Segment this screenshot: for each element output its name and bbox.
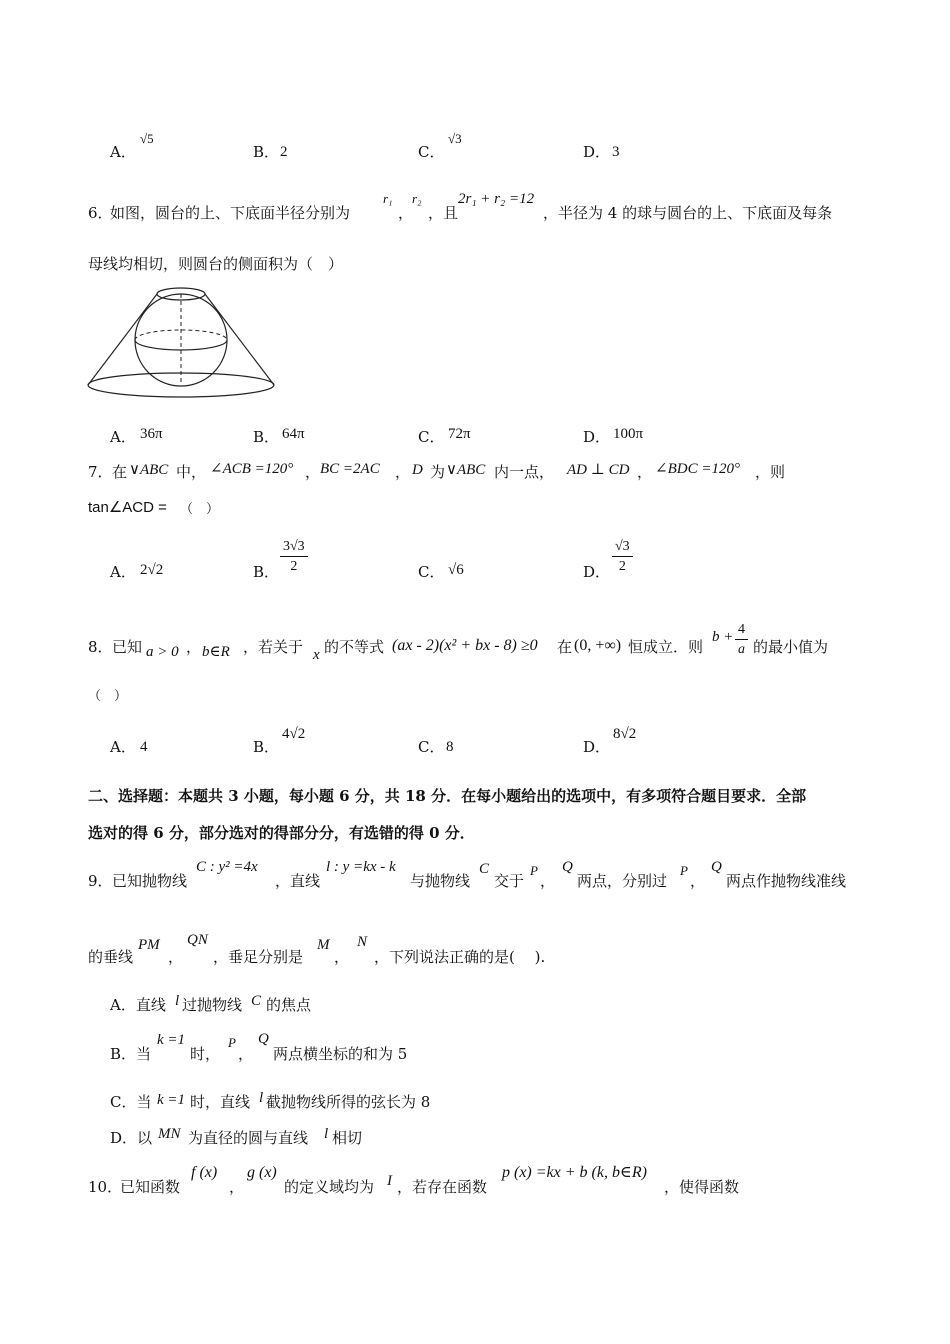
q5-option-c-value: √3 bbox=[448, 131, 462, 146]
q6-option-a-label: A． bbox=[110, 428, 136, 446]
q9-text-7: 的垂线 bbox=[88, 948, 134, 966]
q8-fraction-denominator: a bbox=[738, 642, 745, 657]
q6-option-d-label: D． bbox=[583, 428, 611, 446]
q6-option-d-value: 100π bbox=[613, 426, 644, 442]
q7-triangle-2: ∨ABC bbox=[446, 462, 486, 478]
q7-text-5: ，则 bbox=[755, 463, 786, 481]
q9-c: C bbox=[479, 861, 490, 877]
q8-text-1: 已知 bbox=[112, 638, 143, 656]
q10-number: 10． bbox=[88, 1178, 123, 1196]
q9-comma-4: ， bbox=[334, 948, 350, 966]
q10-g: g (x) bbox=[247, 1164, 277, 1181]
q7-option-b-numerator: 3√3 bbox=[280, 540, 308, 557]
q9-option-b-text: 时， bbox=[190, 1045, 221, 1063]
q10-domain-i: I bbox=[387, 1173, 392, 1189]
q5-option-a-value: √5 bbox=[140, 131, 154, 146]
q7-option-b-label: B． bbox=[253, 563, 280, 581]
q7-comma-1: ， bbox=[305, 463, 321, 481]
q8-text-6: 的最小值为 bbox=[753, 638, 829, 656]
q7-option-d-fraction bbox=[612, 540, 633, 574]
q9-option-d-text-2: 相切 bbox=[332, 1129, 363, 1147]
q9-q: Q bbox=[562, 859, 573, 875]
q9-comma-3: ， bbox=[168, 948, 184, 966]
q7-comma-3: ， bbox=[637, 463, 653, 481]
q9-option-b-q: Q bbox=[258, 1031, 269, 1047]
q7-comma-2: ， bbox=[395, 463, 411, 481]
q9-q-2: Q bbox=[711, 859, 722, 875]
q7-angle-bdc: ∠BDC =120° bbox=[655, 461, 740, 477]
q8-option-d-label: D． bbox=[583, 738, 611, 756]
q8-paren: （ ） bbox=[88, 689, 128, 704]
q9-comma-2: ， bbox=[690, 872, 706, 890]
q10-comma: ， bbox=[229, 1178, 245, 1196]
q8-range: (0, +∞) bbox=[574, 637, 622, 654]
q8-option-b-value: 4√2 bbox=[282, 726, 306, 742]
q8-b-cond: b∈R bbox=[202, 644, 230, 660]
q9-text-5: 两点，分别过 bbox=[577, 872, 668, 890]
q6-text-3: ，半径为 4 的球与圆台的上、下底面及每条 bbox=[543, 204, 833, 222]
q8-fraction-numerator: 4 bbox=[735, 623, 748, 640]
q7-perp: AD ⊥ CD bbox=[567, 462, 630, 478]
q7-angle-acb: ∠ACB =120° bbox=[210, 461, 294, 477]
q9-option-c-text-2: 截抛物线所得的弦长为 8 bbox=[266, 1093, 431, 1111]
q9-option-a-c: C bbox=[251, 993, 262, 1009]
q7-option-b-denominator: 2 bbox=[290, 559, 298, 574]
q8-text-5: 恒成立．则 bbox=[628, 638, 704, 656]
q5-option-d-label: D． bbox=[583, 143, 611, 161]
frustum-sphere-figure bbox=[82, 284, 282, 404]
q7-option-a-value: 2√2 bbox=[140, 562, 164, 578]
q8-text-3: 的不等式 bbox=[324, 638, 385, 656]
q6-option-b-value: 64π bbox=[282, 426, 305, 442]
q10-text-4: ，使得函数 bbox=[664, 1178, 740, 1196]
q9-text-3: 与抛物线 bbox=[410, 872, 471, 890]
q9-option-c-k: k =1 bbox=[157, 1092, 186, 1108]
q7-tan-expr: tan∠ACD = bbox=[88, 499, 167, 516]
q7-option-d-label: D． bbox=[583, 563, 611, 581]
q9-p-2: P bbox=[680, 863, 688, 878]
q10-text-2: 的定义域均为 bbox=[284, 1178, 375, 1196]
q9-option-d-l: l bbox=[324, 1126, 329, 1142]
q9-option-d-mn: MN bbox=[158, 1126, 181, 1142]
q7-option-c-value: √6 bbox=[448, 562, 464, 578]
q8-text-2: ，若关于 bbox=[243, 638, 304, 656]
q9-m: M bbox=[317, 937, 330, 953]
q9-option-b-k: k =1 bbox=[157, 1032, 186, 1048]
q10-text-1: 已知函数 bbox=[120, 1178, 181, 1196]
q6-text-1: 如图，圆台的上、下底面半径分别为 bbox=[110, 204, 351, 222]
q10-p-func: p (x) =kx + b (k, b∈R) bbox=[502, 1164, 647, 1181]
q8-option-a-value: 4 bbox=[140, 739, 148, 755]
q8-option-b-label: B． bbox=[253, 738, 280, 756]
q7-option-c-label: C． bbox=[418, 563, 445, 581]
q7-number: 7． bbox=[88, 463, 113, 481]
q9-option-b-text-2: 两点横坐标的和为 5 bbox=[273, 1045, 408, 1063]
q9-option-d-label: D．以 bbox=[110, 1129, 153, 1147]
q7-text-2: 中， bbox=[176, 463, 207, 481]
q8-expr-b: b + bbox=[712, 629, 734, 645]
q6-option-c-value: 72π bbox=[448, 426, 471, 442]
q8-a-cond: a > 0 bbox=[146, 644, 179, 660]
q5-option-c-label: C． bbox=[418, 143, 445, 161]
q7-paren: （ ） bbox=[180, 502, 220, 517]
q9-comma-1: ， bbox=[540, 872, 556, 890]
q9-option-c-label: C．当 bbox=[110, 1093, 152, 1111]
q9-p: P bbox=[530, 863, 538, 878]
q8-comma: ， bbox=[186, 638, 202, 656]
q6-option-c-label: C． bbox=[418, 428, 445, 446]
q6-text-4: 母线均相切，则圆台的侧面积为（ ） bbox=[88, 255, 344, 273]
q9-text-2: ，直线 bbox=[275, 872, 321, 890]
q9-option-b-comma: ， bbox=[238, 1045, 254, 1063]
q9-option-b-p: P bbox=[228, 1035, 236, 1050]
q9-text-6: 两点作抛物线准线 bbox=[726, 872, 847, 890]
q8-fraction bbox=[735, 623, 748, 657]
q9-qn: QN bbox=[187, 932, 208, 948]
q9-line-eq: l : y =kx - k bbox=[326, 859, 396, 875]
q6-r1: r₁ bbox=[383, 191, 393, 206]
q7-option-d-numerator: √3 bbox=[612, 540, 633, 557]
section-2-line-2: 选对的得 6 分，部分选对的得部分分，有选错的得 0 分． bbox=[88, 824, 475, 842]
q7-triangle: ∨ABC bbox=[129, 462, 169, 478]
q7-text-3: 为 bbox=[430, 463, 446, 481]
q7-text-4: 内一点， bbox=[494, 463, 555, 481]
q9-pm: PM bbox=[138, 937, 160, 953]
q6-number: 6． bbox=[88, 204, 113, 222]
q9-n: N bbox=[357, 934, 368, 950]
q7-option-b-fraction bbox=[280, 540, 308, 574]
q10-f: f (x) bbox=[191, 1164, 218, 1181]
q8-option-d-value: 8√2 bbox=[613, 726, 637, 742]
q6-condition: 2r₁ + r₂ =12 bbox=[458, 191, 535, 207]
q8-x: x bbox=[313, 647, 320, 663]
q5-option-a-label: A． bbox=[110, 143, 136, 161]
q9-option-c-text: 时，直线 bbox=[190, 1093, 251, 1111]
q9-option-a-text-2: 的焦点 bbox=[266, 996, 312, 1014]
q7-point-d: D bbox=[412, 462, 423, 478]
q9-option-a-text: 过抛物线 bbox=[182, 996, 243, 1014]
section-2-line-1: 二、选择题：本题共 3 小题，每小题 6 分，共 18 分．在每小题给出的选项中，有多项符合题目要求．全部 bbox=[88, 787, 807, 805]
q8-option-c-label: C． bbox=[418, 738, 445, 756]
q9-text-8: ，垂足分别是 bbox=[213, 948, 304, 966]
q9-text-1: 已知抛物线 bbox=[112, 872, 188, 890]
q5-option-b-label: B． bbox=[253, 143, 280, 161]
q9-option-d-text: 为直径的圆与直线 bbox=[188, 1129, 309, 1147]
q8-inequality: (ax - 2)(x² + bx - 8) ≥0 bbox=[392, 637, 538, 654]
q9-number: 9． bbox=[88, 872, 113, 890]
q9-text-9: ，下列说法正确的是( ). bbox=[374, 948, 546, 966]
q9-option-a-label: A．直线 bbox=[110, 996, 166, 1014]
q6-text-2: ，且 bbox=[428, 204, 459, 222]
q5-option-d-value: 3 bbox=[612, 144, 620, 160]
q7-bc-eq: BC =2AC bbox=[320, 461, 380, 477]
q7-option-a-label: A． bbox=[110, 563, 136, 581]
q8-number: 8． bbox=[88, 638, 113, 656]
q9-option-c-l: l bbox=[259, 1090, 264, 1106]
q6-option-a-value: 36π bbox=[140, 426, 163, 442]
q8-option-a-label: A． bbox=[110, 738, 136, 756]
q8-text-4: 在 bbox=[557, 638, 573, 656]
q9-parabola-eq: C : y² =4x bbox=[196, 859, 258, 875]
q9-option-b-label: B．当 bbox=[110, 1045, 152, 1063]
q9-text-4: 交于 bbox=[494, 872, 525, 890]
q5-option-b-value: 2 bbox=[280, 144, 288, 160]
q7-text-1: 在 bbox=[112, 463, 128, 481]
q6-r2: r₂ bbox=[412, 191, 422, 206]
q10-text-3: ，若存在函数 bbox=[397, 1178, 488, 1196]
q6-comma: ， bbox=[398, 204, 414, 222]
q9-option-a-l: l bbox=[175, 993, 180, 1009]
q7-option-d-denominator: 2 bbox=[618, 559, 626, 574]
q8-option-c-value: 8 bbox=[446, 739, 454, 755]
q6-option-b-label: B． bbox=[253, 428, 280, 446]
